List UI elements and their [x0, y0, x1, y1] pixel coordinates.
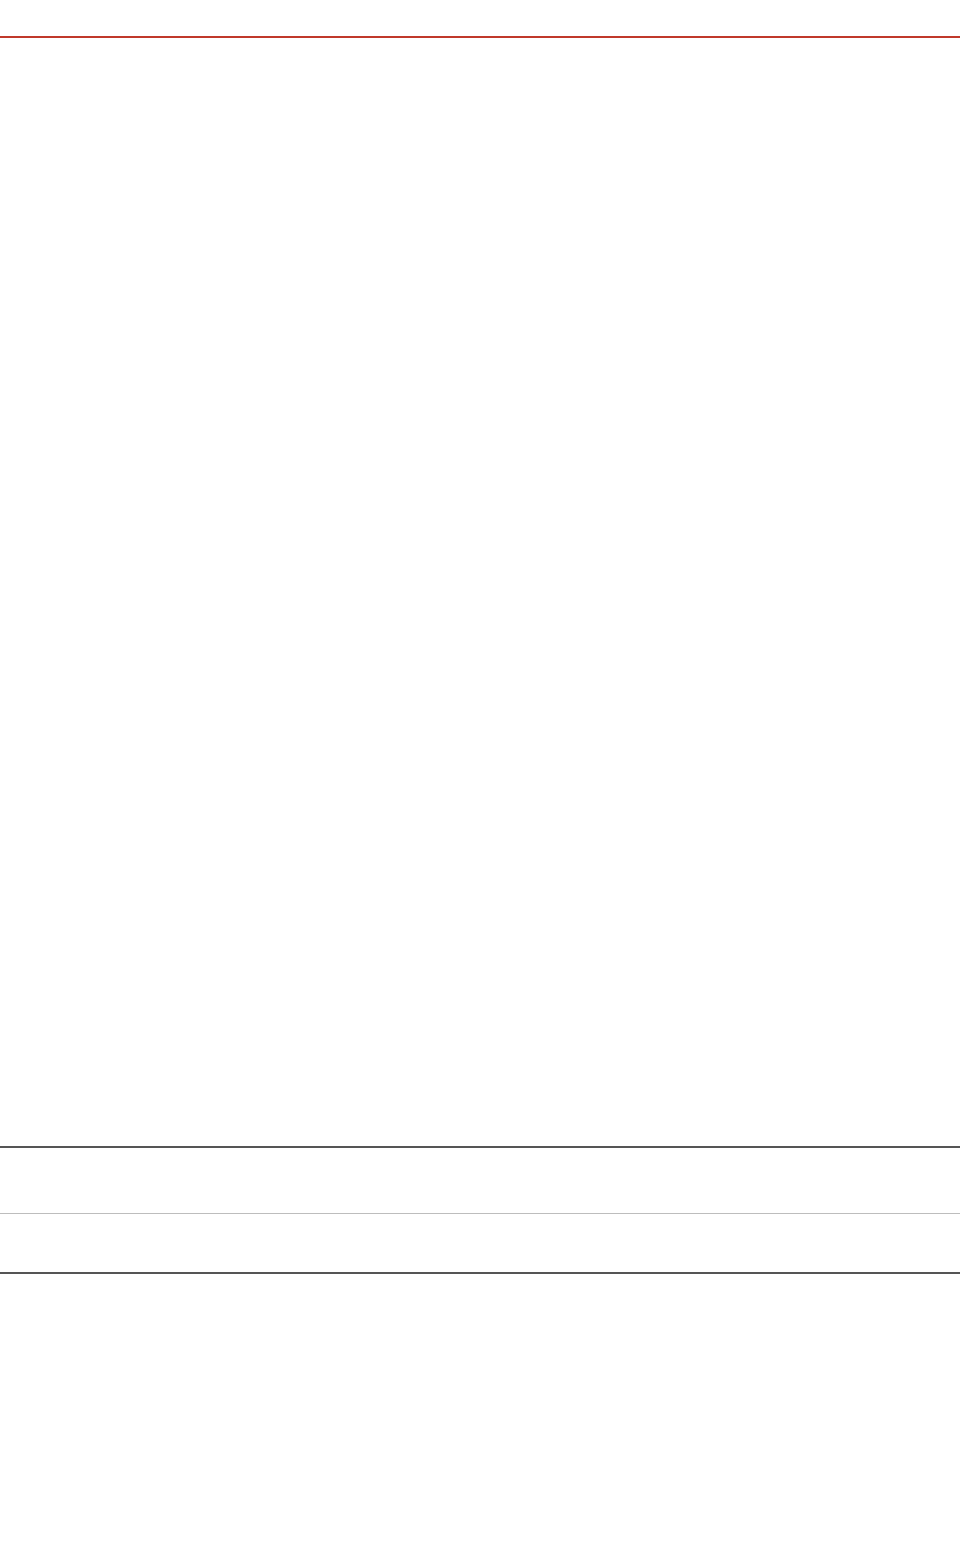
header-rule: [0, 36, 960, 38]
cell-p: [860, 1213, 960, 1273]
cell-kis: [200, 1213, 365, 1273]
cell-total: [695, 1213, 860, 1273]
results-table: [0, 1146, 960, 1274]
header-kis: [200, 1180, 365, 1213]
left-text-column: [0, 86, 464, 114]
page-header: [0, 0, 960, 36]
table-header-row: [0, 1147, 960, 1180]
table-row: [0, 1213, 960, 1273]
cell-nagy: [530, 1213, 695, 1273]
header-nagy: [530, 1180, 695, 1213]
row-param: [0, 1213, 200, 1273]
header-group: [200, 1147, 695, 1180]
header-param: [0, 1147, 200, 1180]
cell-kozepes: [365, 1213, 530, 1273]
table-subheader-row: [0, 1180, 960, 1213]
header-kozepes: [365, 1180, 530, 1213]
header-p: [860, 1147, 960, 1180]
header-total: [695, 1147, 860, 1180]
